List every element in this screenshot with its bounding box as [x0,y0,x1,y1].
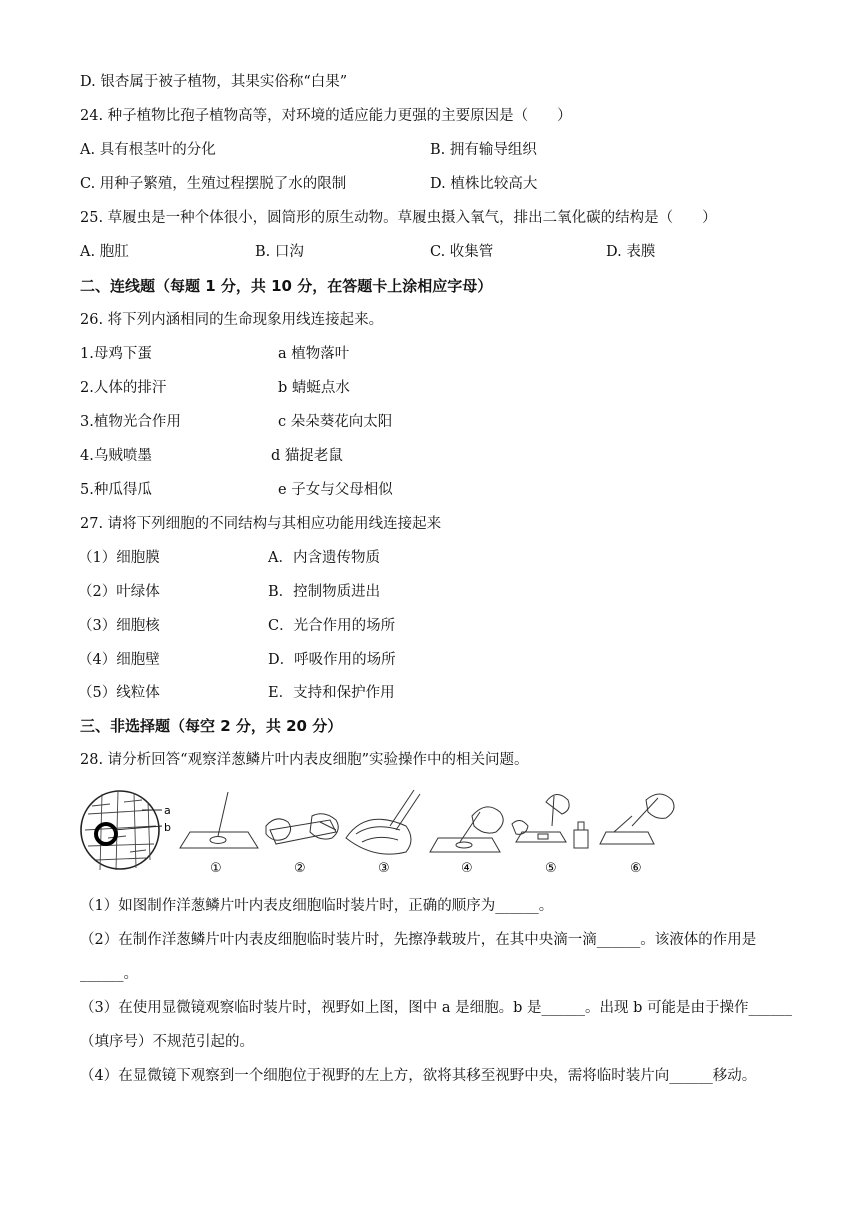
q27-right-item: A．内含遗传物质 [268,550,380,566]
q27-right-item: D．呼吸作用的场所 [268,652,396,668]
q28-part-3-line-2: （填序号）不规范引起的。 [80,1034,254,1050]
q26-left-item: 4.乌贼喷墨 [80,448,152,464]
q25-option-b: B. 口沟 [255,244,304,260]
q25-option-a: A. 胞肛 [80,244,129,260]
q25-option-d: D. 表膜 [606,244,656,260]
q28-part-2-line-1: （2）在制作洋葱鳞片叶内表皮细胞临时装片时，先擦净载玻片，在其中央滴一滴______。该液体的作用是 [80,932,757,948]
step-number-4: ④ [461,861,473,876]
q28-stem: 28. 请分析回答“观察洋葱鳞片叶内表皮细胞”实验操作中的相关问题。 [80,752,529,768]
q27-left-item: （5）线粒体 [78,685,160,701]
q24-option-b: B. 拥有输导组织 [430,142,537,158]
step-2-drawing [266,814,338,844]
q26-left-item: 2.人体的排汗 [80,380,167,396]
q24-option-a: A. 具有根茎叶的分化 [80,142,216,158]
q27-left-item: （3）细胞核 [78,618,160,634]
step-3-drawing [346,790,420,854]
step-5-drawing [512,794,588,848]
label-a: a [164,804,171,817]
q24-option-c: C. 用种子繁殖，生殖过程摆脱了水的限制 [80,176,347,192]
q26-right-item: d 猫捉老鼠 [271,448,343,464]
q23-option-d: D. 银杏属于被子植物，其果实俗称“白果” [80,74,348,90]
q28-part-2-line-2: ______。 [80,966,138,982]
step-number-6: ⑥ [630,861,642,876]
q27-left-item: （1）细胞膜 [78,550,160,566]
q27-right-item: E．支持和保护作用 [268,685,395,701]
step-number-2: ② [294,861,306,876]
q27-left-item: （2）叶绿体 [78,584,160,600]
q26-right-item: e 子女与父母相似 [278,482,393,498]
q26-left-item: 3.植物光合作用 [80,414,181,430]
microscope-view [81,791,162,870]
q25-option-c: C. 收集管 [430,244,494,260]
label-b: b [164,821,171,834]
q27-right-item: B．控制物质进出 [268,584,381,600]
section-3-title: 三、非选择题（每空 2 分，共 20 分） [80,717,343,735]
experiment-figure [80,786,680,876]
experiment-steps-illustration [80,786,680,876]
q28-part-4: （4）在显微镜下观察到一个细胞位于视野的左上方，欲将其移至视野中央，需将临时装片向______移动。 [80,1068,757,1084]
q24-stem: 24. 种子植物比孢子植物高等，对环境的适应能力更强的主要原因是（ ） [80,108,572,124]
step-6-drawing [600,794,674,844]
q25-stem: 25. 草履虫是一种个体很小，圆筒形的原生动物。草履虫摄入氧气，排出二氧化碳的结构是（ ） [80,210,717,226]
step-number-5: ⑤ [545,861,557,876]
q26-left-item: 1.母鸡下蛋 [80,346,152,362]
q27-stem: 27. 请将下列细胞的不同结构与其相应功能用线连接起来 [80,516,442,532]
q26-right-item: c 朵朵葵花向太阳 [278,414,393,430]
step-number-1: ① [210,861,222,876]
q27-left-item: （4）细胞壁 [78,652,160,668]
q26-left-item: 5.种瓜得瓜 [80,482,152,498]
section-2-title: 二、连线题（每题 1 分，共 10 分，在答题卡上涂相应字母） [80,277,493,295]
q28-part-1: （1）如图制作洋葱鳞片叶内表皮细胞临时装片时，正确的顺序为______。 [80,898,554,914]
q26-right-item: a 植物落叶 [278,346,350,362]
q28-part-3-line-1: （3）在使用显微镜观察临时装片时，视野如上图，图中 a 是细胞。b 是______。出现 b 可能是由于操作______ [80,1000,792,1016]
step-1-drawing [180,792,258,848]
q26-right-item: b 蜻蜓点水 [278,380,350,396]
q24-option-d: D. 植株比较高大 [430,176,538,192]
step-4-drawing [430,807,503,852]
step-number-3: ③ [378,861,390,876]
q26-stem: 26. 将下列内涵相同的生命现象用线连接起来。 [80,312,384,328]
q27-right-item: C．光合作用的场所 [268,618,396,634]
